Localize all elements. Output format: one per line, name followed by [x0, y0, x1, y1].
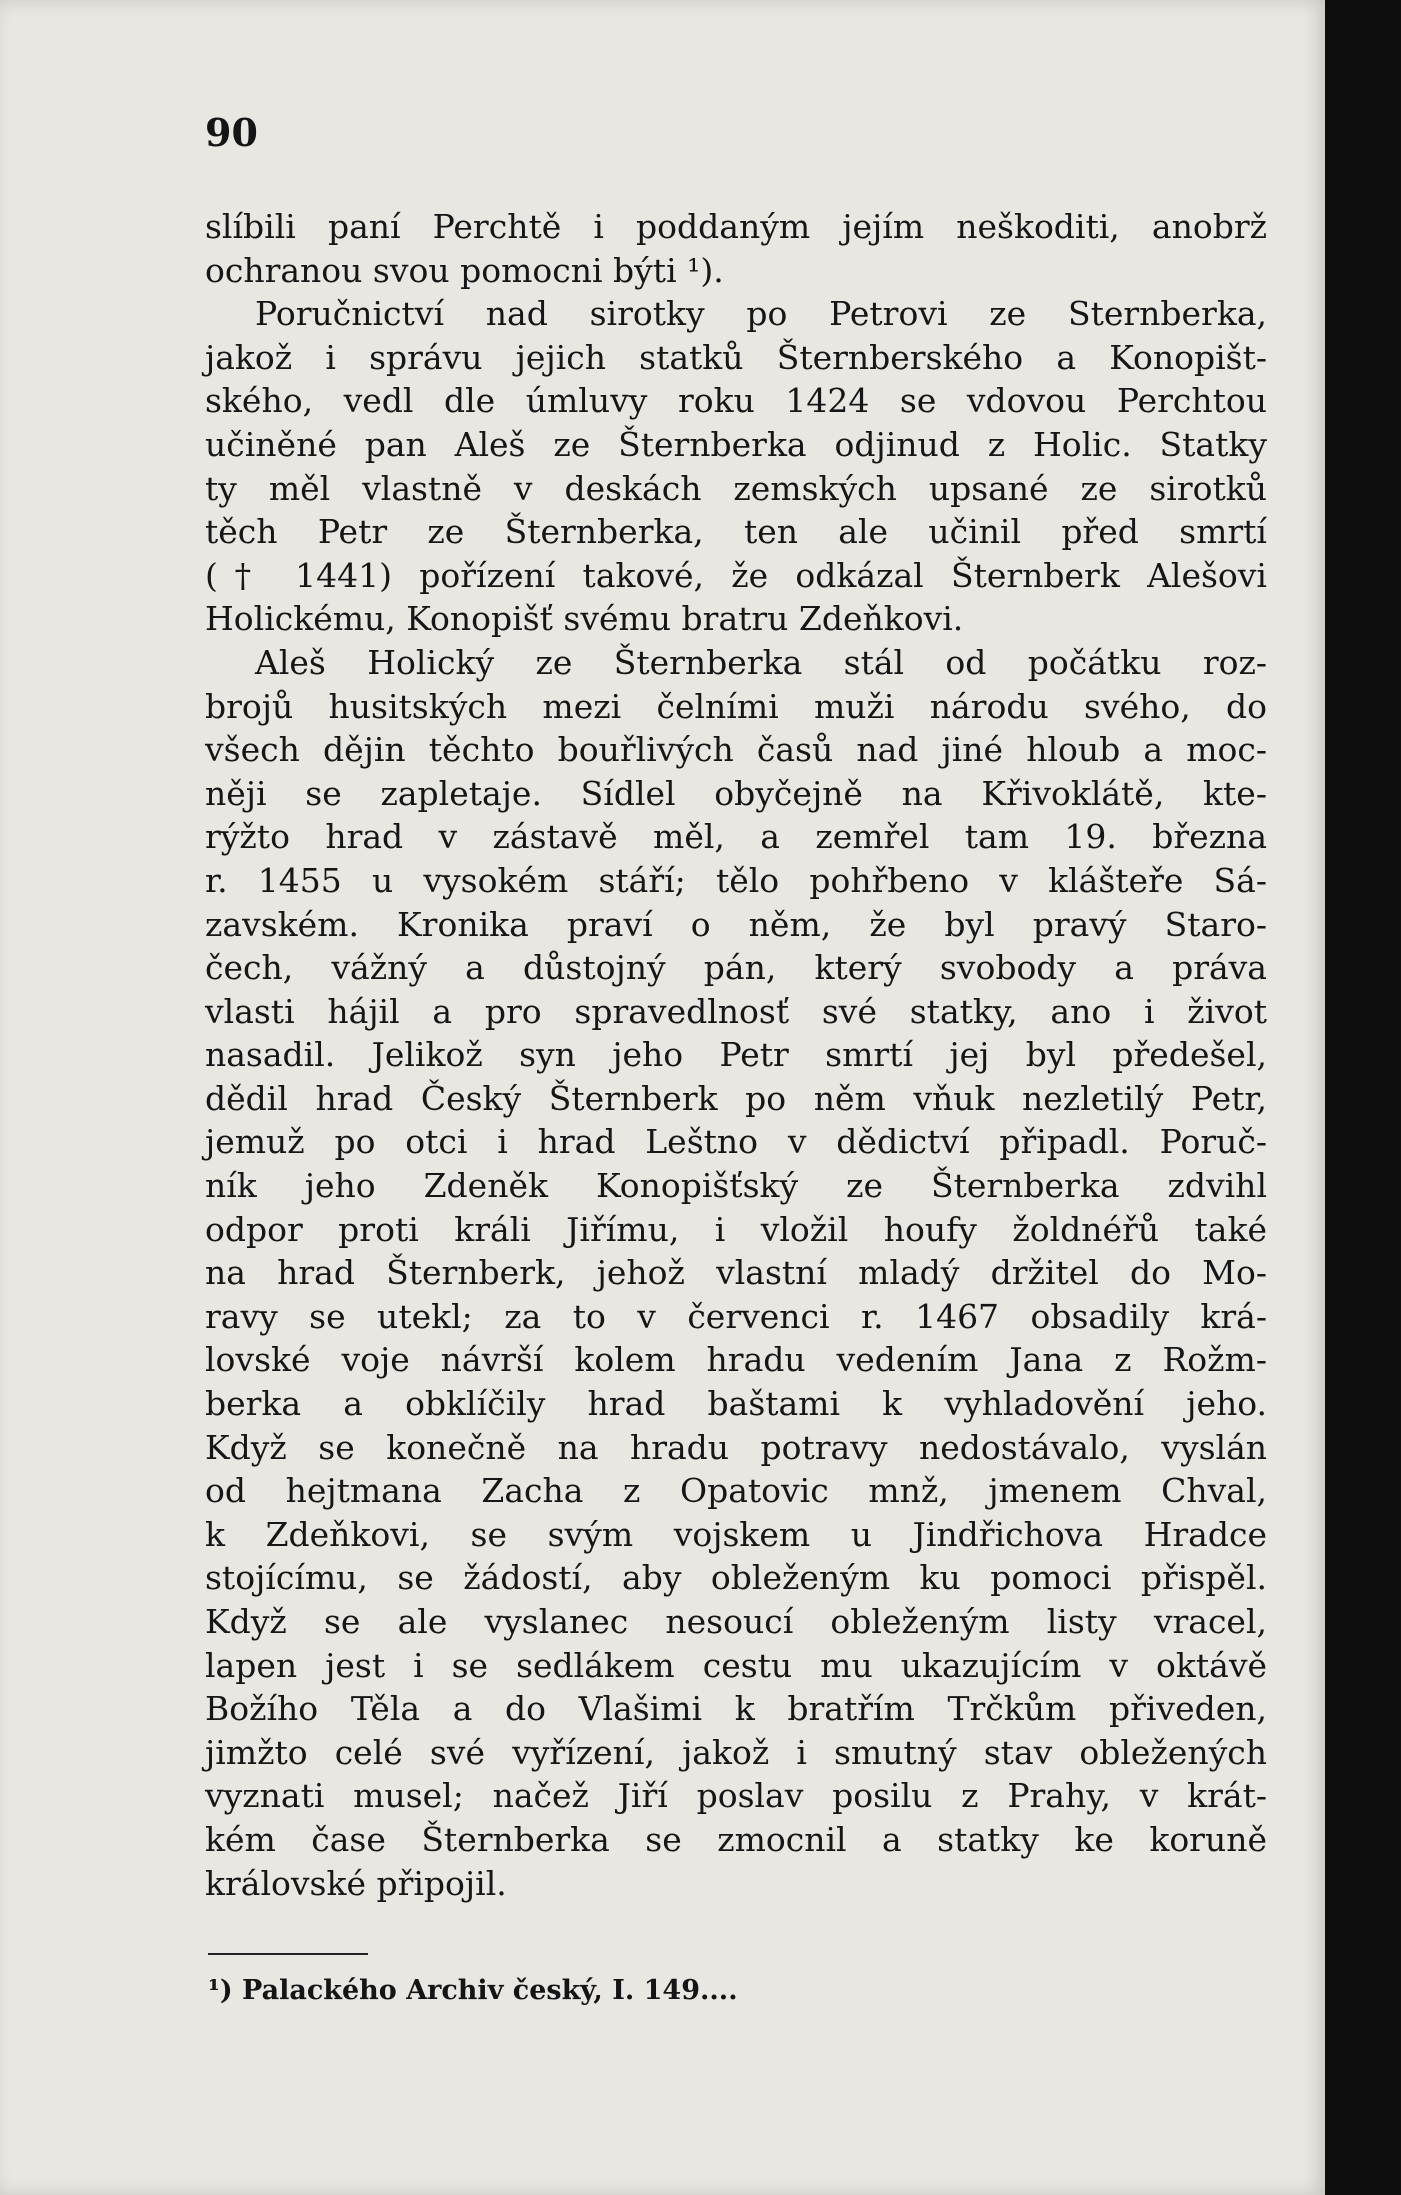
text-line: stojícímu, se žádostí, aby obleženým ku pomoci přispěl. [205, 1558, 1267, 1598]
text-line: († 1441) pořízení takové, že odkázal Šternberk Alešovi [205, 555, 1267, 595]
text-line: Aleš Holický ze Šternberka stál od počátku roz- [255, 642, 1267, 682]
footnote: ¹) Palackého Archiv český, I. 149.... [208, 1975, 738, 2006]
text-line: lovské voje návrší kolem hradu vedením Jana z Rožm- [205, 1340, 1267, 1380]
text-line: ochranou svou pomocni býti ¹). [205, 250, 724, 290]
text-line: ravy se utekl; za to v červenci r. 1467 obsadily krá- [205, 1296, 1267, 1336]
text-line: k Zdeňkovi, se svým vojskem u Jindřichova Hradce [205, 1514, 1267, 1554]
text-line: Holickému, Konopišť svému bratru Zdeňkovi. [205, 599, 964, 639]
text-line: jimžto celé své vyřízení, jakož i smutný stav obležených [205, 1732, 1267, 1772]
text-line: zavském. Kronika praví o něm, že byl pravý Staro- [205, 904, 1267, 944]
text-line: vlasti hájil a pro spravedlnosť své statky, ano i život [205, 991, 1267, 1031]
text-line: r. 1455 u vysokém stáří; tělo pohřbeno v klášteře Sá- [205, 860, 1267, 900]
text-line: dědil hrad Český Šternberk po něm vňuk nezletilý Petr, [205, 1078, 1267, 1118]
text-line: něji se zapletaje. Sídlel obyčejně na Křivoklátě, kte- [205, 773, 1267, 813]
text-line: jemuž po otci i hrad Leštno v dědictví připadl. Poruč- [205, 1122, 1267, 1162]
page-edge-shadow [1325, 0, 1401, 2195]
text-line: všech dějin těchto bouřlivých časů nad jiné hloub a moc- [205, 730, 1267, 770]
page-number: 90 [205, 110, 258, 155]
text-line: čech, vážný a důstojný pán, který svobody a práva [205, 948, 1267, 988]
text-line: ského, vedl dle úmluvy roku 1424 se vdovou Perchtou [205, 381, 1267, 421]
text-line: učiněné pan Aleš ze Šternberka odjinud z Holic. Statky [205, 424, 1267, 464]
text-line: Když se ale vyslanec nesoucí obleženým listy vracel, [205, 1602, 1267, 1641]
text-line: berka a obklíčily hrad baštami k vyhladovění jeho. [205, 1384, 1267, 1424]
text-line: kém čase Šternberka se zmocnil a statky ke koruně [205, 1819, 1267, 1859]
main-text [205, 205, 1267, 1905]
text-line: lapen jest i se sedlákem cestu mu ukazujícím v oktávě [205, 1645, 1267, 1685]
text-line: na hrad Šternberk, jehož vlastní mladý držitel do Mo- [205, 1253, 1267, 1293]
text-line: Když se konečně na hradu potravy nedostávalo, vyslán [205, 1427, 1267, 1467]
text-line: slíbili paní Perchtě i poddaným jejím neškoditi, anobrž [205, 207, 1267, 246]
text-line: rýžto hrad v zástavě měl, a zemřel tam 19. března [205, 817, 1267, 857]
text-line: ník jeho Zdeněk Konopišťský ze Šternberka zdvihl [205, 1166, 1267, 1206]
text-line: jakož i správu jejich statků Šternberského a Konopišt- [205, 337, 1267, 377]
text-line: ty měl vlastně v deskách zemských upsané ze sirotků [205, 468, 1267, 508]
text-line: vyznati musel; načež Jiří poslav posilu z Prahy, v krát- [205, 1776, 1267, 1816]
footnote-divider [208, 1953, 368, 1955]
text-line: Božího Těla a do Vlašimi k bratřím Trčkům přiveden, [205, 1689, 1267, 1729]
text-line: nasadil. Jelikož syn jeho Petr smrtí jej byl předešel, [205, 1035, 1267, 1075]
text-line: odpor proti králi Jiřímu, i vložil houfy žoldnéřů také [205, 1209, 1267, 1249]
text-line: královské připojil. [205, 1863, 507, 1903]
text-line: Poručnictví nad sirotky po Petrovi ze Sternberka, [255, 294, 1267, 334]
text-line: od hejtmana Zacha z Opatovic mnž, jmenem Chval, [205, 1471, 1267, 1511]
text-line: brojů husitských mezi čelními muži národu svého, do [205, 686, 1267, 726]
text-line: těch Petr ze Šternberka, ten ale učinil před smrtí [205, 512, 1267, 552]
